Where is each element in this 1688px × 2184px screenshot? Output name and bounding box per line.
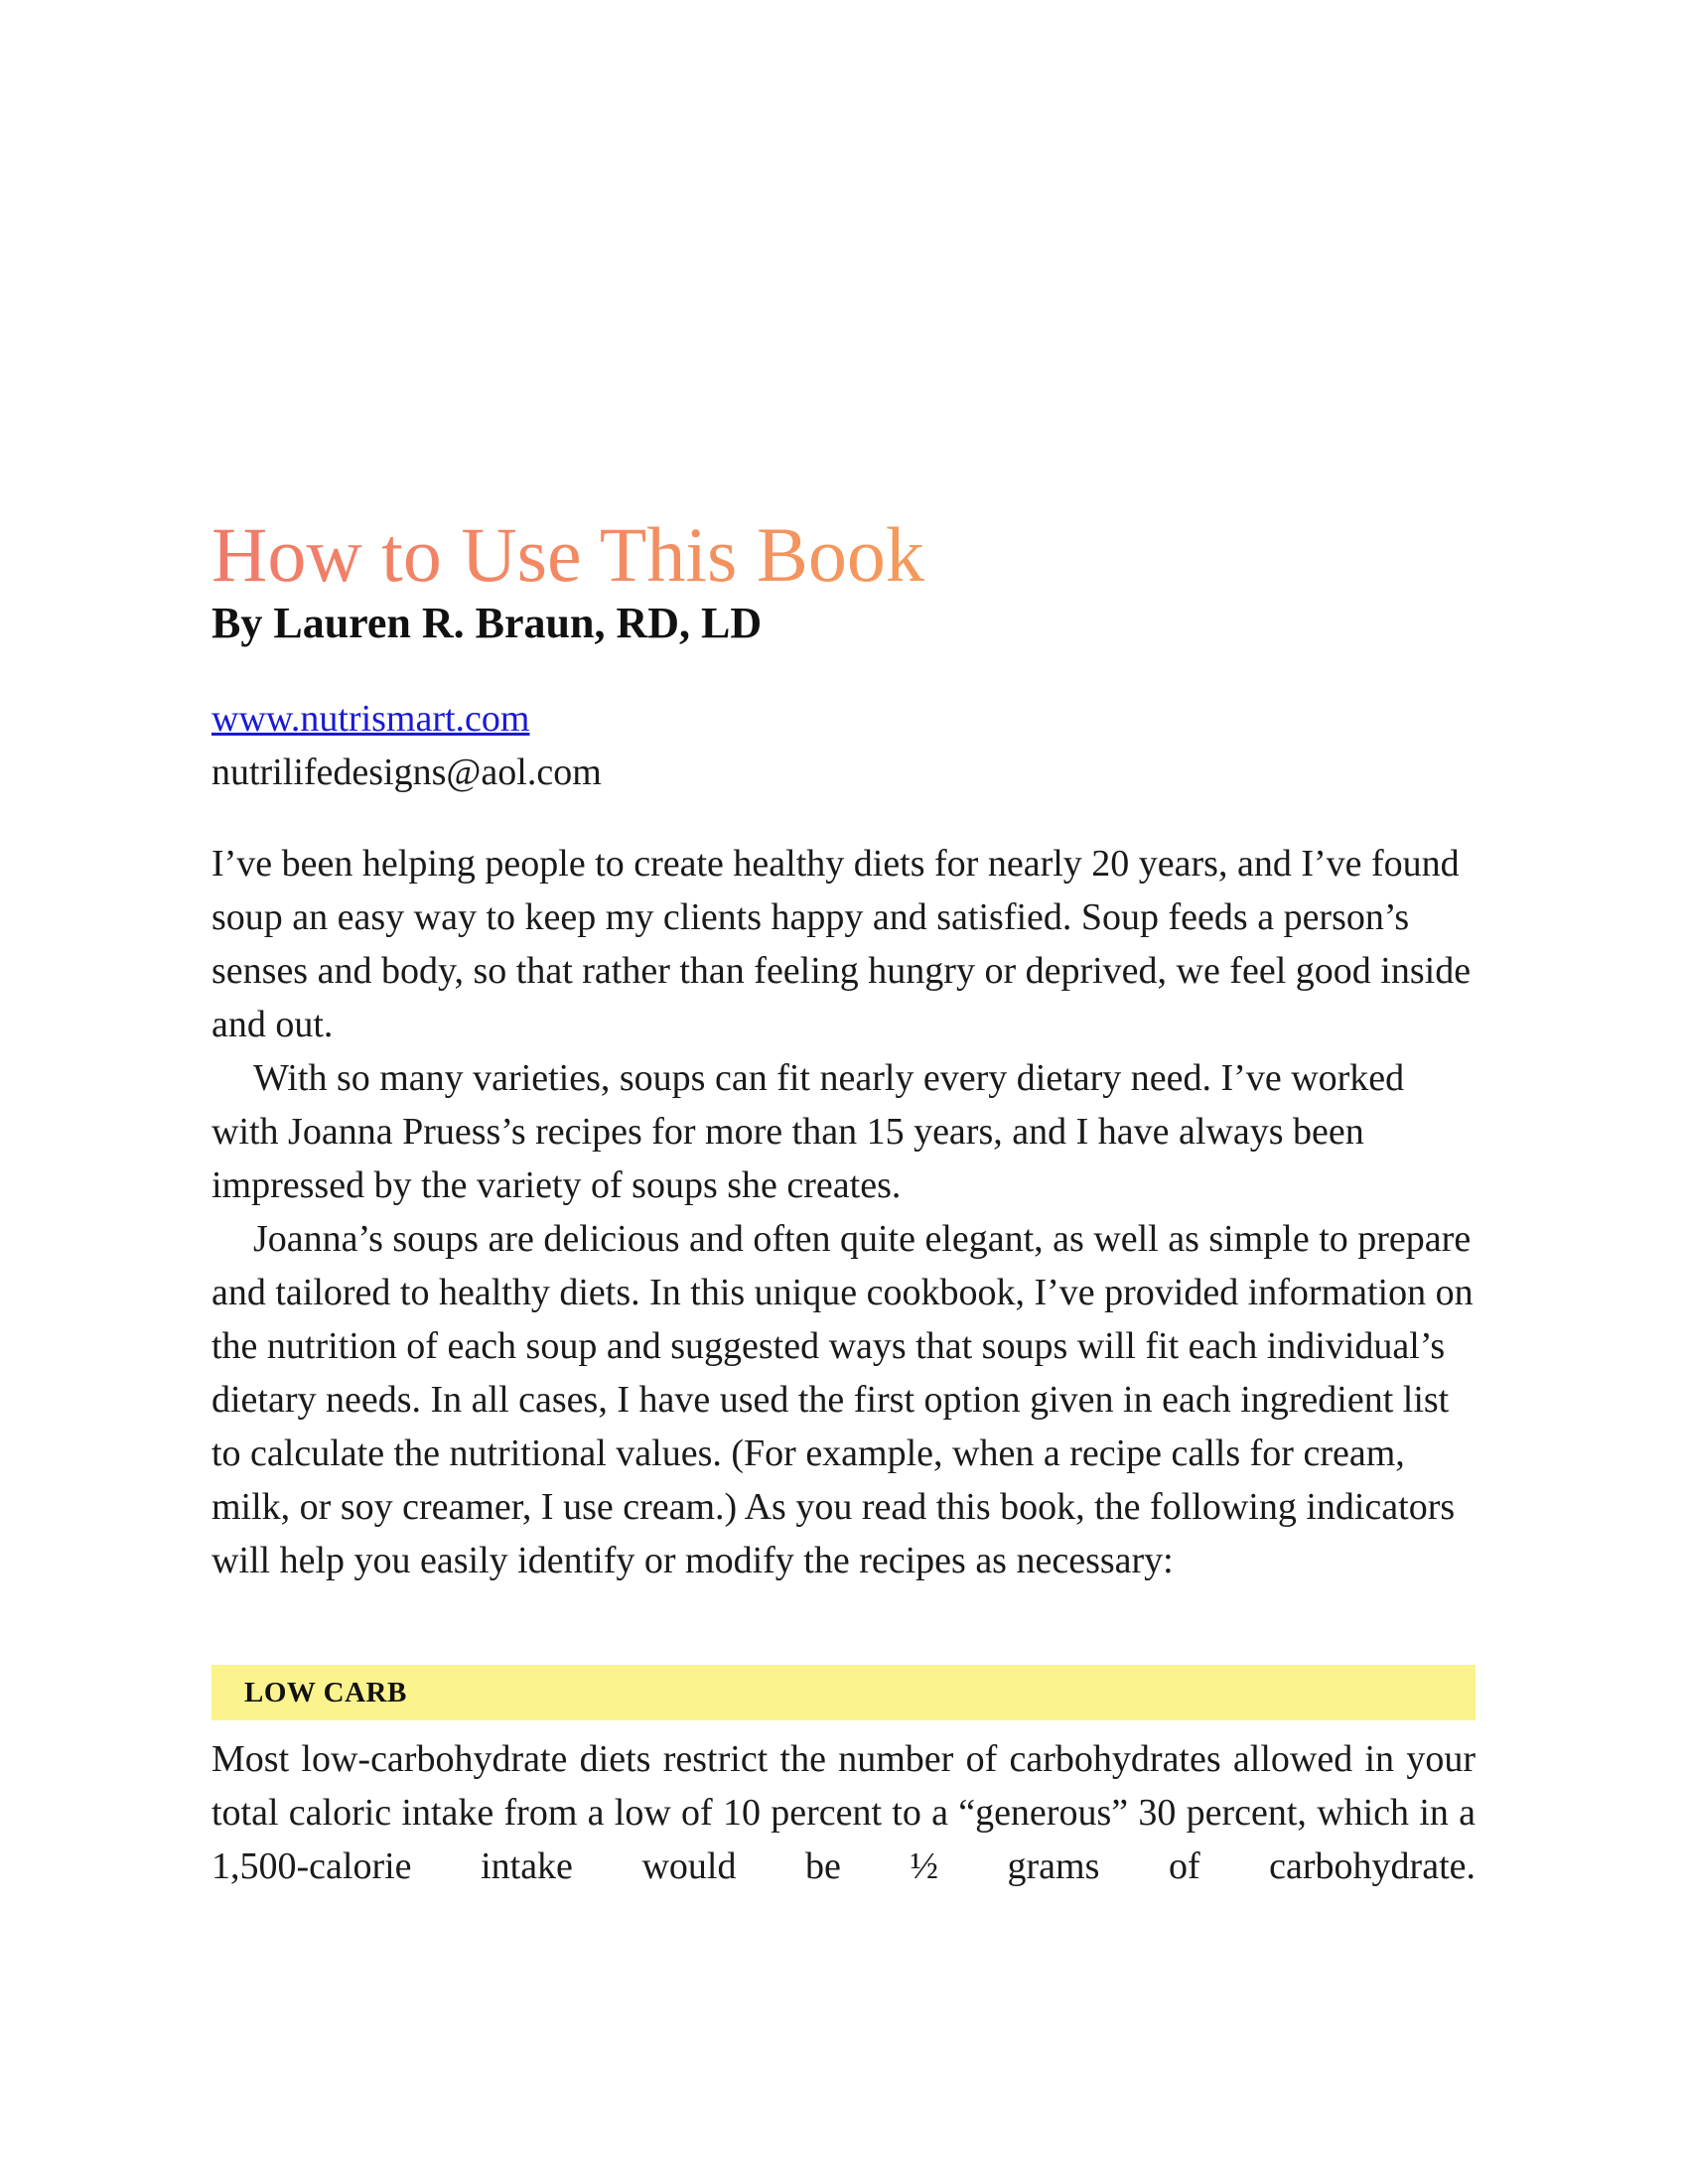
intro-paragraph-3: Joanna’s soups are delicious and often quite elegant, as well as simple to prepare and tailored to healthy diets. In this unique cookbook, I’ve provided information on the nutrition of each soup and suggested ways that soups will fit each individual’s dietary needs. In all cases, I have used the first option given in each ingredient list to calculate the nutritional values. (For example, when a recipe calls for cream, milk, or soy creamer, I use cream.) As you read this book, the following indicators will help you easily identify or modify the recipes as necessary: (211, 1218, 1474, 1581)
low-carb-section-text: Most low-carbohydrate diets restrict the number of carbohydrates allowed in your total caloric intake from a low of 10 percent to a “generous” 30 percent, which in a 1,500-calorie intake would be ½ grams of carbohydrate. (211, 1738, 1476, 1887)
contact-block (211, 692, 1476, 799)
page-content (211, 511, 1476, 1893)
email-address: nutrilifedesigns@aol.com (211, 751, 602, 793)
intro-paragraph-1: I’ve been helping people to create healthy diets for nearly 20 years, and I’ve found soup an easy way to keep my clients happy and satisfied. Soup feeds a person’s senses and body, so that rather than feeling hungry or deprived, we feel good inside and out. (211, 843, 1472, 1045)
intro-paragraph-2: With so many varieties, soups can fit nearly every dietary need. I’ve worked with Joanna Pruess’s recipes for more than 15 years, and I have always been impressed by the variety of soups she creates. (211, 1057, 1405, 1206)
intro-body (211, 837, 1476, 1587)
page-title: How to Use This Book (211, 511, 924, 598)
low-carb-section-header (211, 1665, 1476, 1720)
author-byline: By Lauren R. Braun, RD, LD (211, 599, 763, 647)
website-link[interactable]: www.nutrismart.com (211, 698, 530, 740)
section-label: LOW CARB (244, 1676, 407, 1708)
